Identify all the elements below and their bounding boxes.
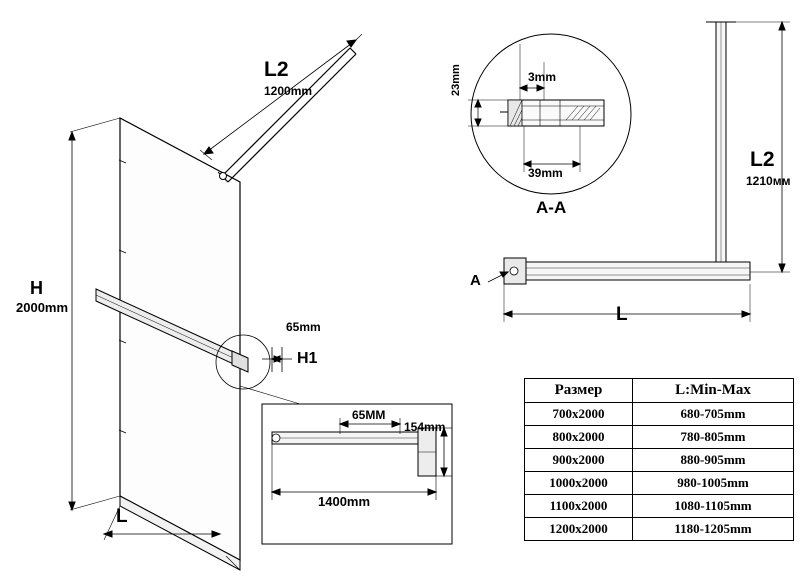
table-row: [525, 403, 794, 426]
table-header-size: Размер: [525, 379, 633, 403]
cell-size: 1100х2000: [525, 495, 633, 518]
cell-size: 700х2000: [525, 403, 633, 426]
label-65mm: 65mm: [286, 320, 321, 334]
cell-range: 680-705mm: [633, 403, 794, 426]
cell-size: 1000х2000: [525, 472, 633, 495]
label-l2-main: L2: [264, 58, 289, 81]
label-l2-right-value: 1210мм: [746, 174, 791, 188]
label-bar-154mm: 154mm: [404, 420, 446, 434]
table-row: [525, 449, 794, 472]
cell-range: 1180-1205mm: [633, 518, 794, 541]
label-bar-1400mm: 1400mm: [318, 494, 371, 509]
cell-size: 900х2000: [525, 449, 633, 472]
cell-size: 1200х2000: [525, 518, 633, 541]
label-section-a: A: [470, 272, 481, 289]
cell-range: 1080-1105mm: [633, 495, 794, 518]
size-table: [524, 378, 794, 541]
cell-size: 800х2000: [525, 426, 633, 449]
table-header-range: L:Min-Max: [633, 379, 794, 403]
table-header-row: [525, 379, 794, 403]
table-row: [525, 518, 794, 541]
label-39mm: 39mm: [528, 166, 563, 180]
label-l-right: L: [616, 304, 628, 325]
label-23mm: 23mm: [450, 64, 462, 96]
label-h-main-value: 2000mm: [16, 300, 69, 315]
label-3mm: 3mm: [528, 70, 557, 84]
label-l2-right: L2: [750, 148, 775, 171]
table-row: [525, 472, 794, 495]
table-row: [525, 495, 794, 518]
cell-range: 780-805mm: [633, 426, 794, 449]
cell-range: 980-1005mm: [633, 472, 794, 495]
label-l-main: L: [116, 506, 128, 527]
label-bar-65mm: 65ММ: [352, 408, 386, 422]
label-h1: H1: [297, 350, 318, 367]
label-h-main: H: [30, 278, 43, 298]
label-section-aa: A-A: [536, 198, 567, 217]
cell-range: 880-905mm: [633, 449, 794, 472]
label-l2-main-value: 1200mm: [264, 84, 313, 98]
table-row: [525, 426, 794, 449]
